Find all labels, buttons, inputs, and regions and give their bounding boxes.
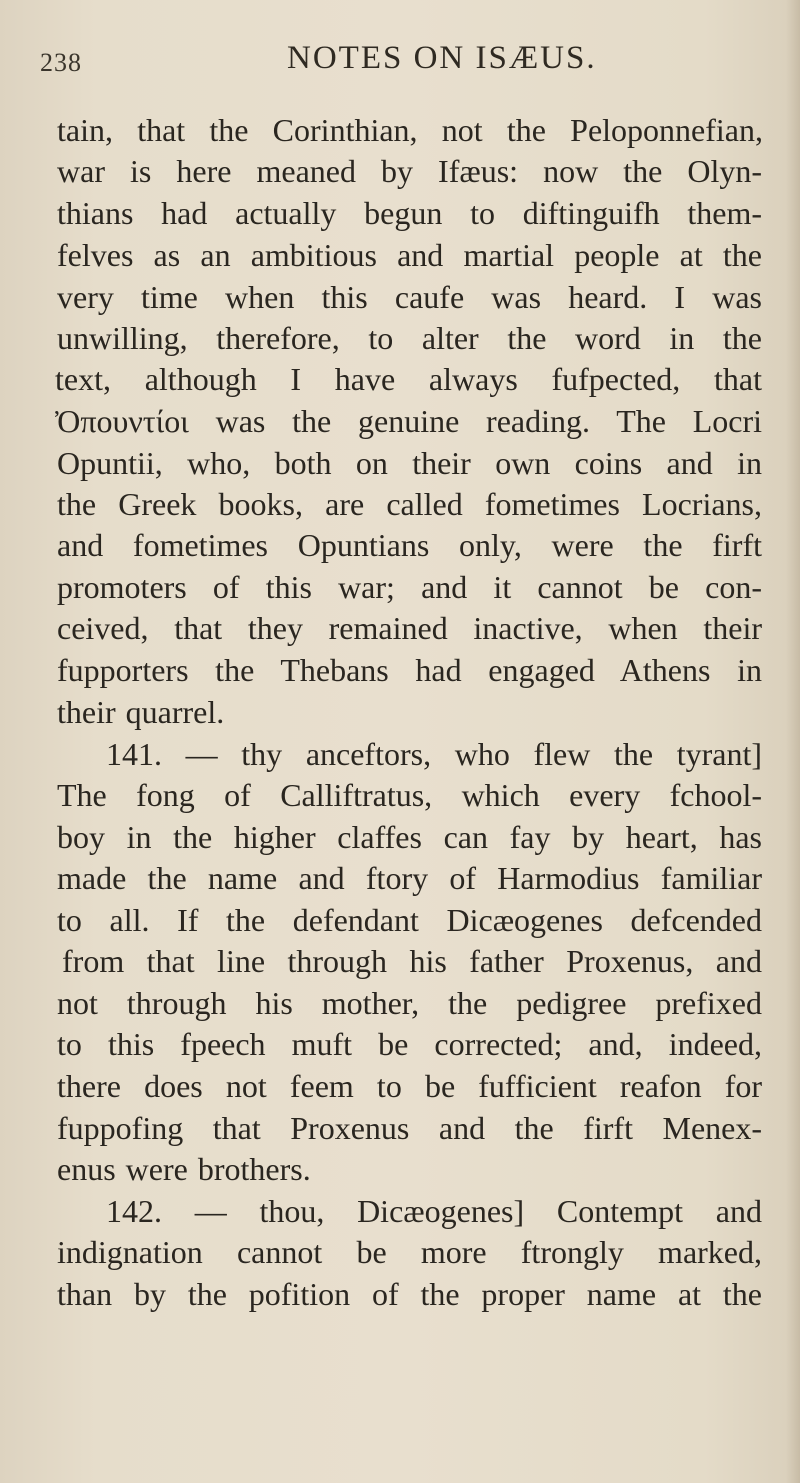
text-line: the Greek books, are called fometimes Locrians, xyxy=(57,486,762,522)
text-line: The fong of Calliftratus, which every fchool- xyxy=(57,777,762,813)
text-line: tain, that the Corinthian, not the Peloponnefian, xyxy=(57,112,763,148)
text-line: from that line through his father Proxenus, and xyxy=(62,943,762,979)
text-line: made the name and ftory of Harmodius familiar xyxy=(57,860,762,896)
text-line: felves as an ambitious and martial people at the xyxy=(57,237,762,273)
text-line: text, although I have always fufpected, that xyxy=(55,361,762,397)
running-head xyxy=(40,40,760,90)
text-line: thians had actually begun to diftinguifh them- xyxy=(57,195,762,231)
text-line: enus were brothers. xyxy=(57,1151,311,1187)
text-line: Opuntii, who, both on their own coins and in xyxy=(57,445,762,481)
text-line: fupporters the Thebans had engaged Athens in xyxy=(57,652,762,688)
text-line: unwilling, therefore, to alter the word in the xyxy=(57,320,762,356)
text-line: not through his mother, the pedigree prefixed xyxy=(57,985,762,1021)
text-line: to all. If the defendant Dicæogenes defcended xyxy=(57,902,762,938)
text-line: Ὀπουντίοι was the genuine reading. The Locri xyxy=(55,403,762,439)
text-line: very time when this caufe was heard. I was xyxy=(57,279,762,315)
text-line: promoters of this war; and it cannot be con- xyxy=(57,569,762,605)
page-edge-shadow xyxy=(786,0,800,1483)
text-line: ceived, that they remained inactive, when their xyxy=(57,610,762,646)
text-line: to this fpeech muft be corrected; and, indeed, xyxy=(57,1026,762,1062)
page-title: NOTES ON ISÆUS. xyxy=(287,40,597,76)
text-line: war is here meaned by Ifæus: now the Olyn- xyxy=(57,153,762,189)
page-number: 238 xyxy=(40,48,82,77)
text-line: than by the pofition of the proper name at the xyxy=(57,1276,762,1312)
text-line: their quarrel. xyxy=(57,694,225,730)
note-heading-142: 142. — thou, Dicæogenes] Contempt and xyxy=(106,1193,762,1229)
text-line: indignation cannot be more ftrongly marked, xyxy=(57,1234,762,1270)
text-line: there does not feem to be fufficient reafon for xyxy=(57,1068,762,1104)
text-line: boy in the higher claffes can fay by heart, has xyxy=(57,819,762,855)
text-line: and fometimes Opuntians only, were the firft xyxy=(57,527,762,563)
text-line: fuppofing that Proxenus and the firft Menex- xyxy=(57,1110,762,1146)
note-heading-141: 141. — thy anceftors, who flew the tyrant] xyxy=(106,736,762,772)
